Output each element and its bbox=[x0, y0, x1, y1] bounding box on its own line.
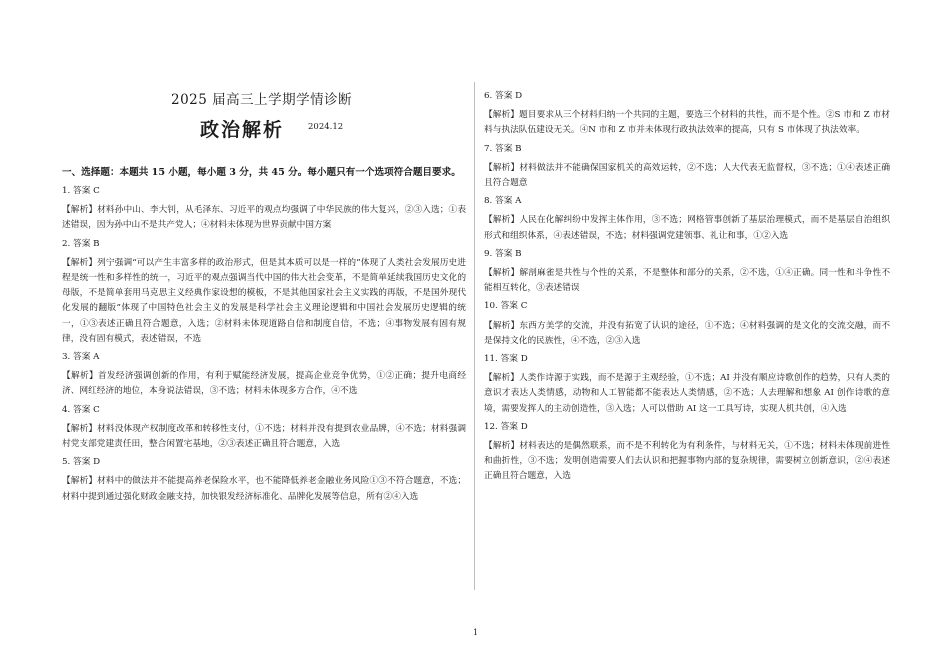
page-title: 2025 届高三上学期学情诊断 bbox=[171, 92, 353, 108]
explanation-3: 【解析】首发经济强调创新的作用，有利于赋能经济发展，提高企业竞争优势，①②正确；提升电商经济、网红经济的地位，本身说法错误，③不选；材料未体现多方合作，④不选 bbox=[62, 371, 466, 397]
right-column bbox=[484, 87, 890, 488]
answer-7: 7. 答案 B bbox=[484, 143, 522, 154]
explanation-9: 【解析】解剖麻雀是共性与个性的关系，不是整体和部分的关系，②不选，①④正确。同一性和斗争性不能相互转化，③表述错误 bbox=[484, 268, 890, 294]
page-number: 1 bbox=[473, 628, 479, 637]
answer-10: 10. 答案 C bbox=[484, 301, 528, 312]
explanation-4: 【解析】材料没体现产权制度改革和转移性支付，①不选；材料并没有提到农业品牌，④不选；材料强调村党支部党建责任田，整合闲置宅基地，②③表述正确且符合题意，入选 bbox=[62, 423, 466, 450]
explanation-2: 【解析】列宁强调“可以产生丰富多样的政治形式，但是其本质可以是一样的”体现了人类社会发展历史进程是统一性和多样性的统一，习近平的观点强调当代中国的伟大社会变革，不是简单延续我国历史文化的母版，不是简单套用马克思主义经典作家设想的模板，不是其他国家社会主义实践的再版，不是国外现代化发展的翻版”体现了中国特色社会主义的发展是科学社会主义理论逻辑和中国社会发展历史逻辑的统一，①③表述正确且符合题意，入选；②材料未体现道路自信和制度自信，不选；④事物发展有固有规律，没有固有模式，表述错误，不选 bbox=[62, 257, 466, 344]
answer-11: 11. 答案 D bbox=[484, 354, 528, 365]
explanation-1: 【解析】材料孙中山、李大钊，从毛泽东、习近平的观点均强调了中华民族的伟大复兴，②③入选；①表述错误，因为孙中山不是共产党人；④材料未体现为世界贡献中国方案 bbox=[62, 205, 466, 231]
answer-8: 8. 答案 A bbox=[484, 196, 522, 207]
explanation-7: 【解析】材料做法并不能确保国家机关的高效运转，②不选；人大代表无监督权，③不选；①④表述正确且符合题意 bbox=[484, 162, 890, 189]
answer-9: 9. 答案 B bbox=[484, 248, 522, 259]
answer-3: 3. 答案 A bbox=[62, 352, 100, 363]
left-column bbox=[62, 182, 466, 508]
explanation-6: 【解析】题目要求从三个材料归纳一个共同的主题，要选三个材料的共性，而不是个性。②S 市和 Z 市材料与执法队伍建设无关。④N 市和 Z 市并未体现行政执法效率的提高，只有 S 市体现了执法效率。 bbox=[484, 110, 890, 136]
explanation-12: 【解析】材料表达的是偶然联系，而不是不利转化为有利条件，与材料无关，①不选；材料未体现前进性和曲折性，③不选；发明创造需要人们去认识和把握事物内部的复杂规律，需要树立创新意识，②④表述正确且符合题意，入选 bbox=[484, 441, 890, 482]
answer-4: 4. 答案 C bbox=[62, 404, 100, 415]
column-divider bbox=[474, 82, 475, 590]
explanation-11: 【解析】人类作诗源于实践，而不是源于主观经验，①不选；AI 并没有顺应诗歌创作的趋势，只有人类的意识才表达人类情感，动物和人工智能都不能表达人类情感，②不选；人去理解和想象 AI 创作诗歌的意境，需要发挥人的主动创造性，③入选；人可以借助 AI 这一工具写诗，实现人机共创，④入选 bbox=[484, 373, 890, 414]
answer-5: 5. 答案 D bbox=[62, 457, 101, 468]
answer-2: 2. 答案 B bbox=[62, 238, 100, 249]
explanation-10: 【解析】东西方美学的交流，并没有拓宽了认识的途径，①不选；④材料强调的是文化的交流交融，而不是保持文化的民族性，④不选，②③入选 bbox=[484, 320, 890, 346]
answer-12: 12. 答案 D bbox=[484, 421, 528, 432]
section-heading: 一、选择题：本题共 15 小题，每小题 3 分，共 45 分。每小题只有一个选项符合题目要求。 bbox=[62, 167, 461, 178]
explanation-8: 【解析】人民在化解纠纷中发挥主体作用，③不选；网格管事创新了基层治理模式，而不是基层自治组织形式和组织体系，④表述错误，不选；材料强调党建领事、礼让和事，①②入选 bbox=[484, 215, 890, 241]
answer-6: 6. 答案 D bbox=[484, 91, 523, 101]
page-subtitle: 政治解析 bbox=[200, 119, 285, 141]
explanation-5: 【解析】材料中的做法并不能提高养老保险水平，也不能降低养老金融业务风险①③不符合题意，不选；材料中提到通过强化财政金融支持，加快银发经济标准化、品牌化发展等信息，所有②④入选 bbox=[62, 476, 466, 502]
date-label: 2024.12 bbox=[308, 122, 344, 132]
answer-1: 1. 答案 C bbox=[62, 186, 100, 196]
